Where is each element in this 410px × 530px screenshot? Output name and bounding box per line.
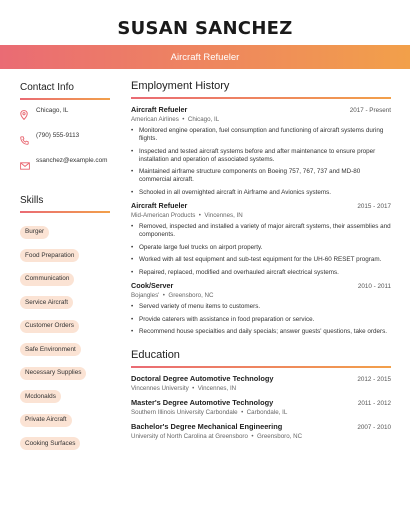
contact-phone — [20, 132, 110, 150]
job-title-banner-text: Aircraft Refueler — [170, 51, 240, 63]
job-entry — [131, 201, 391, 277]
job-title: Cook/Server — [131, 281, 174, 290]
skill-pill: Food Preparation — [20, 249, 79, 262]
job-entry — [131, 281, 391, 336]
education-dates: 2011 - 2012 — [357, 400, 391, 407]
job-location: Vincennes, IN — [204, 212, 243, 219]
education-dates: 2012 - 2015 — [357, 376, 391, 383]
job-bullet: • Operate large fuel trucks on airport property. — [131, 244, 391, 252]
job-bullet: • Served variety of menu items to customers. — [131, 303, 391, 311]
job-title: Aircraft Refueler — [131, 105, 188, 114]
contact-heading: Contact Info — [20, 82, 74, 93]
job-bullet: • Schooled in all overnighted aircraft in Airframe and Avionics systems. — [131, 189, 391, 197]
education-dates: 2007 - 2010 — [357, 424, 391, 431]
skill-pill: Mcdonalds — [20, 390, 61, 403]
map-pin-icon — [20, 107, 31, 125]
job-bullets — [131, 303, 391, 336]
skill-pill: Communication — [20, 273, 74, 286]
education-entry — [131, 422, 391, 440]
skill-pill: Burger — [20, 226, 49, 239]
job-bullets — [131, 127, 391, 197]
contact-email-text: ssanchez@example.com — [36, 157, 108, 164]
skill-pill: Customer Orders — [20, 320, 79, 333]
education-heading: Education — [131, 349, 180, 361]
job-entry — [131, 105, 391, 197]
job-dates: 2017 - Present — [349, 107, 391, 114]
job-location: Chicago, IL — [187, 116, 220, 123]
education-entry — [131, 374, 391, 392]
skill-pill: Cooking Surfaces — [20, 437, 80, 450]
contact-divider — [20, 98, 110, 100]
job-bullet: • Monitored engine operation, fuel consumption and functioning of aircraft systems during flights. — [131, 127, 391, 143]
school-location: Greensboro, NC — [256, 433, 303, 440]
degree-title: Doctoral Degree Automotive Technology — [131, 374, 274, 383]
skill-pill: Necessary Supplies — [20, 367, 86, 380]
email-icon — [20, 157, 31, 175]
job-bullet: • Worked with all test equipment and sub-test equipment for the UH-60 RESET program. — [131, 256, 391, 264]
job-bullet: • Maintained airframe structure components on Boeing 757, 767, 737 and MD-80 commercial aircraft. — [131, 168, 391, 184]
candidate-name: SUSAN SANCHEZ — [117, 18, 293, 39]
job-company: Mid-American Products — [131, 212, 196, 219]
job-title: Aircraft Refueler — [131, 201, 188, 210]
skills-divider — [20, 211, 110, 213]
contact-location-text: Chicago, IL — [36, 107, 69, 114]
degree-title: Bachelor's Degree Mechanical Engineering — [131, 422, 283, 431]
job-meta: Bojangles' • Greensboro, NC — [131, 292, 214, 299]
school-name: Southern Illinois University Carbondale — [131, 409, 238, 416]
left-column — [20, 82, 110, 455]
school-name: Vincennes University — [131, 385, 189, 392]
job-dates: 2015 - 2017 — [357, 203, 391, 210]
job-company: American Airlines — [131, 116, 179, 123]
job-bullets — [131, 223, 391, 277]
skill-pill: Service Aircraft — [20, 296, 73, 309]
contact-email — [20, 157, 110, 175]
employment-divider — [131, 97, 391, 99]
contact-phone-text: (790) 555-9113 — [36, 132, 80, 139]
education-meta: University of North Carolina at Greensboro • Greensboro, NC — [131, 433, 303, 440]
employment-heading: Employment History — [131, 80, 230, 92]
education-divider — [131, 366, 391, 368]
job-bullet: • Recommend house specialties and daily specials; answer guests' questions, take orders. — [131, 328, 391, 336]
education-meta: Vincennes University • Vincennes, IN — [131, 385, 237, 392]
job-bullet: • Repaired, replaced, modified and overhauled aircraft electrical systems. — [131, 269, 391, 277]
job-dates: 2010 - 2011 — [357, 283, 391, 290]
job-bullet: • Removed, inspected and installed a variety of major aircraft systems, their assemblies and components. — [131, 223, 391, 239]
phone-icon — [20, 132, 31, 150]
job-company: Bojangles' — [131, 292, 160, 299]
job-meta: American Airlines • Chicago, IL — [131, 116, 220, 123]
degree-title: Master's Degree Automotive Technology — [131, 398, 274, 407]
job-bullet: • Provide caterers with assistance in food preparation or service. — [131, 316, 391, 324]
education-meta: Southern Illinois University Carbondale • Carbondale, IL — [131, 409, 288, 416]
job-bullet: • Inspected and tested aircraft systems before and after maintenance to ensure proper installation and operation of associated systems. — [131, 148, 391, 164]
title-banner — [0, 45, 410, 69]
skill-pill: Safe Environment — [20, 343, 81, 356]
education-entry — [131, 398, 391, 416]
job-meta: Mid-American Products • Vincennes, IN — [131, 212, 243, 219]
contact-location — [20, 107, 110, 125]
school-location: Vincennes, IN — [197, 385, 237, 392]
right-column — [131, 80, 391, 440]
job-location: Greensboro, NC — [168, 292, 214, 299]
skill-pill: Private Aircraft — [20, 414, 72, 427]
skills-heading: Skills — [20, 195, 44, 206]
skills-list — [20, 220, 110, 455]
school-name: University of North Carolina at Greensboro — [131, 433, 248, 440]
school-location: Carbondale, IL — [246, 409, 288, 416]
contact-list — [20, 107, 110, 175]
